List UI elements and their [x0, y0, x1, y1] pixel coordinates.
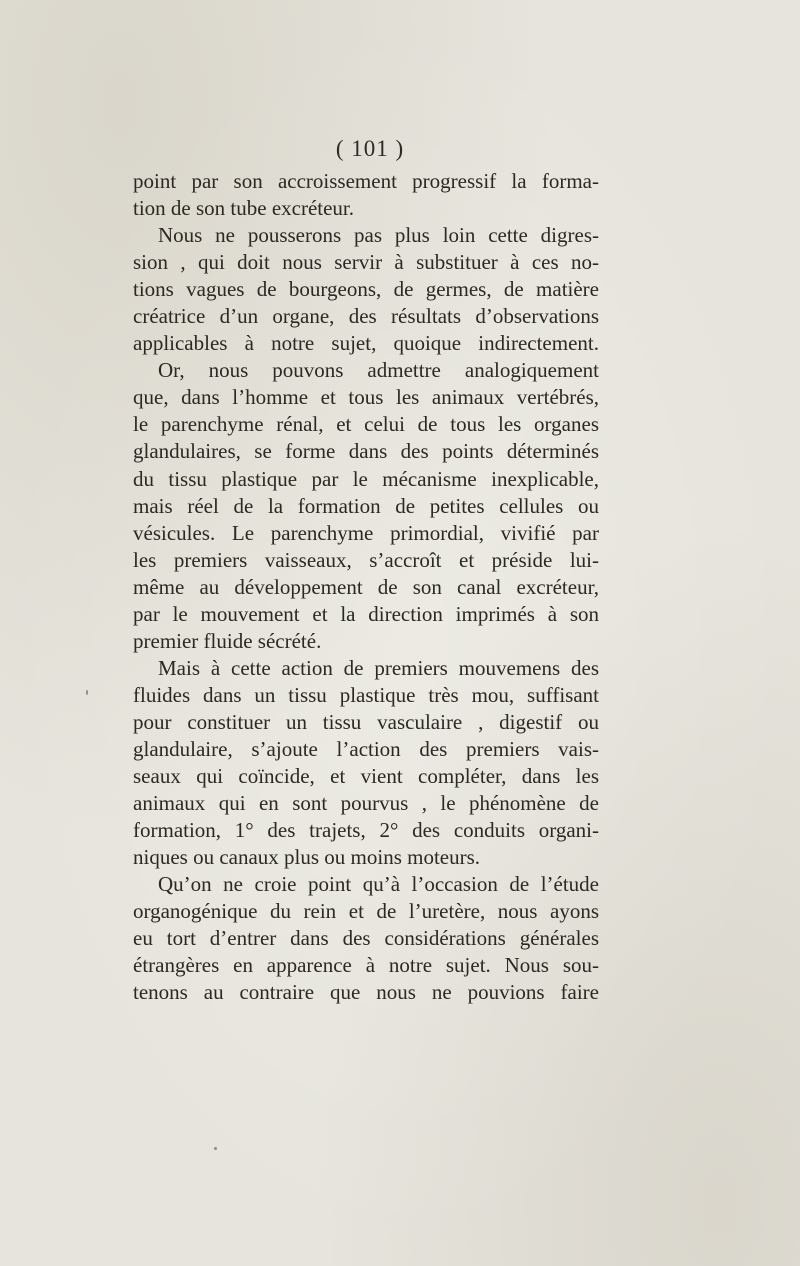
text-line: que, dans l’homme et tous les animaux vertébrés, [133, 385, 599, 410]
text-line: pour constituer un tissu vasculaire , digestif ou [133, 709, 599, 734]
text-line: premier fluide sécrété. [133, 628, 322, 653]
text-line: sion , qui doit nous servir à substituer à ces no- [133, 250, 599, 275]
body-text [133, 168, 599, 1006]
text-line: niques ou canaux plus ou moins moteurs. [133, 845, 481, 870]
text-line: les premiers vaisseaux, s’accroît et préside lui- [133, 547, 599, 572]
text-line: animaux qui en sont pourvus , le phénomène de [133, 791, 599, 816]
text-line: étrangères en apparence à notre sujet. Nous sou- [133, 953, 599, 978]
text-line: créatrice d’un organe, des résultats d’observations [133, 304, 599, 329]
text-line: fluides dans un tissu plastique très mou, suffisant [133, 682, 599, 707]
text-line: tenons au contraire que nous ne pouvions faire [133, 980, 599, 1005]
text-line: glandulaire, s’ajoute l’action des premiers vais- [133, 736, 599, 761]
text-line: tions vagues de bourgeons, de germes, de matière [133, 277, 599, 302]
text-line: point par son accroissement progressif la forma- [133, 169, 599, 193]
text-line: Or, nous pouvons admettre analogiquement [158, 358, 599, 383]
paper-speck [214, 1147, 217, 1150]
text-line: eu tort d’entrer dans des considérations générales [133, 926, 599, 951]
text-line: glandulaires, se forme dans des points déterminés [133, 439, 599, 464]
page-number: ( 101 ) [335, 136, 405, 161]
text-line: tion de son tube excréteur. [133, 196, 355, 221]
text-line: par le mouvement et la direction imprimés à son [133, 601, 599, 626]
paper-speck [86, 690, 88, 695]
text-line: formation, 1° des trajets, 2° des conduits organi- [133, 818, 599, 843]
text-line: Nous ne pousserons pas plus loin cette digres- [158, 223, 599, 248]
text-line: mais réel de la formation de petites cellules ou [133, 493, 599, 518]
text-line: du tissu plastique par le mécanisme inexplicable, [133, 466, 599, 491]
text-line: même au développement de son canal excréteur, [133, 574, 599, 599]
text-line: vésicules. Le parenchyme primordial, vivifié par [133, 520, 599, 545]
text-line: le parenchyme rénal, et celui de tous les organes [133, 412, 599, 437]
text-line: applicables à notre sujet, quoique indirectement. [133, 331, 599, 356]
text-line: Qu’on ne croie point qu’à l’occasion de l’étude [158, 872, 599, 897]
text-line: Mais à cette action de premiers mouvemens des [158, 655, 599, 680]
text-line: organogénique du rein et de l’uretère, nous ayons [133, 899, 599, 924]
text-line: seaux qui coïncide, et vient compléter, dans les [133, 764, 599, 789]
